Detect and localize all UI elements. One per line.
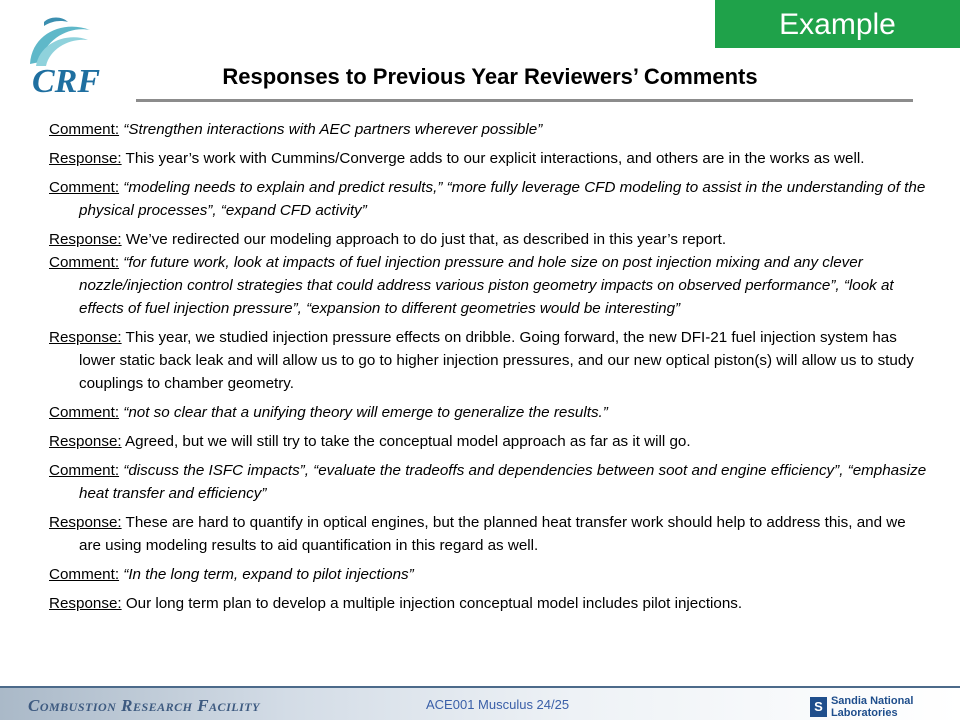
example-badge: Example [715, 0, 960, 48]
response-text: This year, we studied injection pressure effects on dribble. Going forward, the new DFI-21 fuel injection system has lower static back leak and will allow us to go to higher injection pressures, and our new optical piston(s) will allow us to study couplings to chamber geometry. [79, 329, 914, 392]
comment-label: Comment: [49, 179, 120, 196]
comment-text: “In the long term, expand to pilot injections” [119, 566, 414, 583]
comments-list [49, 118, 929, 615]
response-label: Response: [49, 595, 122, 612]
comment-item [49, 251, 929, 320]
response-item [49, 228, 929, 251]
response-text: This year’s work with Cummins/Converge adds to our explicit interactions, and others are in the works as well. [121, 150, 865, 167]
response-item [49, 147, 929, 170]
comment-text: “modeling needs to explain and predict results,” “more fully leverage CFD modeling to assist in the understanding of the physical processes”, “expand CFD activity” [79, 179, 926, 219]
title-underline [136, 99, 913, 102]
response-item [49, 592, 929, 615]
response-label: Response: [49, 329, 122, 346]
comment-item [49, 563, 929, 586]
comment-text: “not so clear that a unifying theory will emerge to generalize the results.” [119, 404, 608, 421]
comment-label: Comment: [49, 254, 120, 271]
facility-name: Combustion Research Facility [28, 696, 260, 715]
sandia-logo [810, 695, 960, 719]
comment-label: Comment: [49, 462, 120, 479]
comment-item [49, 118, 929, 141]
comment-label: Comment: [49, 566, 120, 583]
sandia-thunderbird-icon: S [810, 697, 827, 717]
comment-text: “Strengthen interactions with AEC partners wherever possible” [119, 121, 543, 138]
comment-text: “discuss the ISFC impacts”, “evaluate the tradeoffs and dependencies between soot and engine efficiency”, “emphasize heat transfer and efficiency” [79, 462, 927, 502]
comment-label: Comment: [49, 404, 120, 421]
page-number: ACE001 Musculus 24/25 [426, 697, 570, 712]
response-label: Response: [49, 514, 122, 531]
comment-item [49, 176, 929, 222]
response-text: Our long term plan to develop a multiple injection conceptual model includes pilot injections. [121, 595, 743, 612]
response-item [49, 511, 929, 557]
comment-text: “for future work, look at impacts of fuel injection pressure and hole size on post injection mixing and any clever nozzle/injection control strategies that could address various piston geometry impacts on observed performance”, “look at effects of fuel injection pressure”, “expansion to different geometries would be interesting” [79, 254, 894, 317]
response-item [49, 430, 929, 453]
response-label: Response: [49, 433, 122, 450]
crf-logo [10, 12, 118, 100]
response-label: Response: [49, 150, 122, 167]
response-label: Response: [49, 231, 122, 248]
response-text: Agreed, but we will still try to take the conceptual model approach as far as it will go. [121, 433, 691, 450]
response-item [49, 326, 929, 395]
comment-label: Comment: [49, 121, 120, 138]
response-text: These are hard to quantify in optical engines, but the planned heat transfer work should help to address this, and we are using modeling results to aid quantification in this regard as well. [79, 514, 906, 554]
crf-logo-text: CRF [32, 63, 101, 100]
comment-item [49, 459, 929, 505]
comment-item [49, 401, 929, 424]
response-text: We’ve redirected our modeling approach to do just that, as described in this year’s report. [121, 231, 727, 248]
page-title: Responses to Previous Year Reviewers’ Comments [222, 64, 758, 89]
sandia-label: Sandia National Laboratories [830, 695, 914, 719]
